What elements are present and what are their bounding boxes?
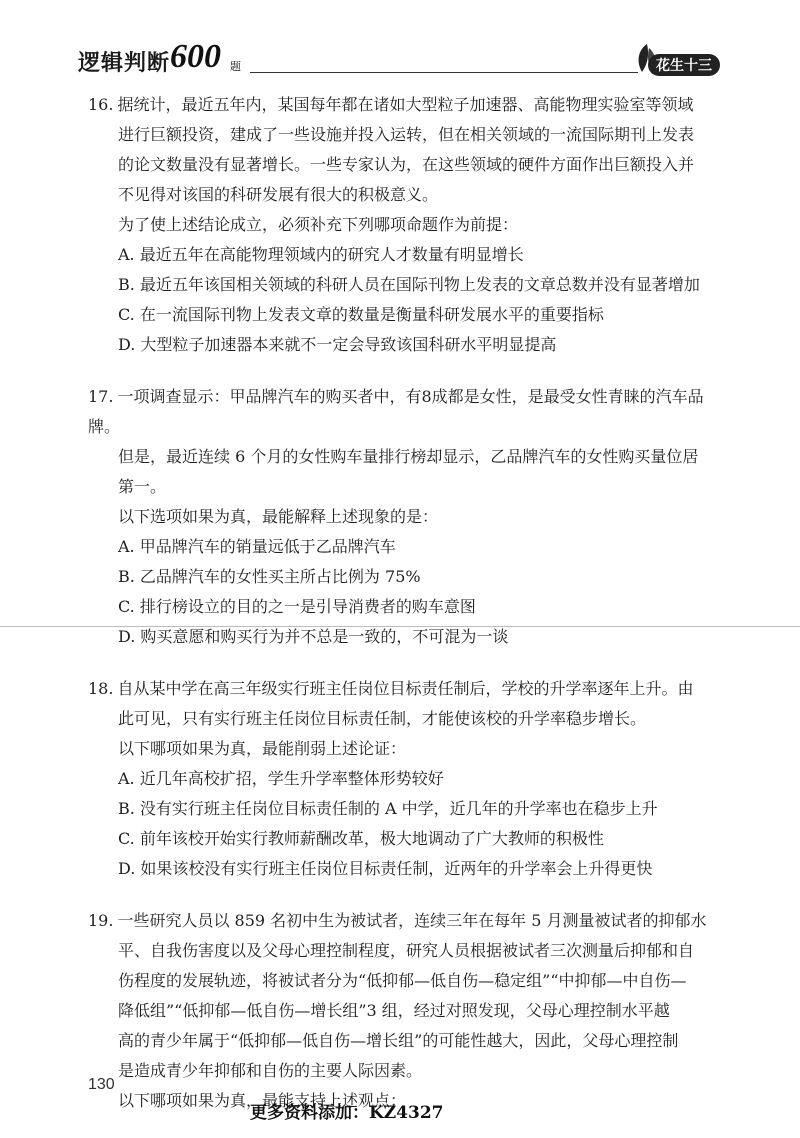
stem-line: 伤程度的发展轨迹，将被试者分为“低抑郁—低自伤—稳定组”“中抑郁—中自伤— bbox=[118, 971, 687, 990]
question-number: 16. bbox=[88, 95, 114, 114]
question-prompt: 以下哪项如果为真，最能支持上述观点： bbox=[118, 1091, 407, 1110]
stem-line: 不见得对该国的科研发展有很大的积极意义。 bbox=[118, 185, 439, 204]
question-prompt: 为了使上述结论成立，必须补充下列哪项命题作为前提： bbox=[118, 215, 519, 234]
question-stem bbox=[88, 906, 728, 936]
page-header bbox=[78, 40, 720, 84]
header-rule bbox=[250, 72, 638, 73]
stem-line: 据统计，最近五年内，某国每年都在诸如大型粒子加速器、高能物理实验室等领域 bbox=[117, 95, 694, 114]
option-b: B. 最近五年该国相关领域的科研人员在国际刊物上发表的文章总数并没有显著增加 bbox=[118, 275, 700, 294]
option-c: C. 排行榜设立的目的之一是引导消费者的购车意图 bbox=[118, 597, 476, 616]
question-18 bbox=[88, 674, 728, 884]
question-prompt: 以下选项如果为真，最能解释上述现象的是： bbox=[118, 507, 439, 526]
question-number: 18. bbox=[88, 679, 114, 698]
question-stem bbox=[88, 90, 728, 120]
question-prompt: 以下哪项如果为真，最能削弱上述论证： bbox=[118, 739, 407, 758]
brand-label: 花生十三 bbox=[648, 54, 720, 76]
option-b: B. 乙品牌汽车的女性买主所占比例为 75% bbox=[118, 567, 421, 586]
question-19 bbox=[88, 906, 728, 1116]
stem-line: 自从某中学在高三年级实行班主任岗位目标责任制后，学校的升学率逐年上升。由 bbox=[117, 679, 694, 698]
question-number: 17. bbox=[88, 387, 114, 406]
option-d: D. 大型粒子加速器本来就不一定会导致该国科研水平明显提高 bbox=[118, 335, 557, 354]
question-stem bbox=[88, 674, 728, 704]
stem-line: 进行巨额投资，建成了一些设施并投入运转，但在相关领域的一流国际期刊上发表 bbox=[118, 125, 695, 144]
question-list bbox=[88, 90, 728, 1138]
question-16 bbox=[88, 90, 728, 360]
option-c: C. 在一流国际刊物上发表文章的数量是衡量科研发展水平的重要指标 bbox=[118, 305, 604, 324]
option-a: A. 近几年高校扩招，学生升学率整体形势较好 bbox=[118, 769, 444, 788]
question-17 bbox=[88, 382, 728, 652]
book-title-number: 600 bbox=[170, 38, 221, 75]
book-title-suffix: 题 bbox=[230, 60, 241, 73]
option-b: B. 没有实行班主任岗位目标责任制的 A 中学，近几年的升学率也在稳步上升 bbox=[118, 799, 658, 818]
stem-line: 第一。 bbox=[118, 477, 167, 496]
option-d: D. 如果该校没有实行班主任岗位目标责任制，近两年的升学率会上升得更快 bbox=[118, 859, 653, 878]
stem-line: 一些研究人员以 859 名初中生为被试者，连续三年在每年 5 月测量被试者的抑郁水 bbox=[117, 911, 707, 930]
stem-line: 但是，最近连续 6 个月的女性购车量排行榜却显示，乙品牌汽车的女性购买量位居 bbox=[118, 447, 699, 466]
option-c: C. 前年该校开始实行教师薪酬改革，极大地调动了广大教师的积极性 bbox=[118, 829, 604, 848]
stem-line: 的论文数量没有显著增长。一些专家认为，在这些领域的硬件方面作出巨额投入并 bbox=[118, 155, 695, 174]
question-stem bbox=[88, 382, 728, 442]
stem-line: 降低组”“低抑郁—低自伤—增长组”3 组，经过对照发现，父母心理控制水平越 bbox=[118, 1001, 670, 1020]
page-number: 130 bbox=[88, 1076, 115, 1093]
stem-line: 是造成青少年抑郁和自伤的主要人际因素。 bbox=[118, 1061, 423, 1080]
stem-line: 一项调查显示：甲品牌汽车的购买者中，有8成都是女性，是最受女性青睐的汽车品牌。 bbox=[88, 387, 704, 436]
option-d: D. 购买意愿和购买行为并不总是一致的，不可混为一谈 bbox=[118, 627, 509, 646]
stem-line: 高的青少年属于“低抑郁—低自伤—增长组”的可能性越大，因此，父母心理控制 bbox=[118, 1031, 679, 1050]
book-title: 逻辑判断 bbox=[78, 51, 171, 76]
brand-badge bbox=[634, 42, 720, 76]
footer-note: 更多资料添加：KZ4327 bbox=[250, 1103, 444, 1123]
question-number: 19. bbox=[88, 911, 114, 930]
stem-line: 平、自我伤害度以及父母心理控制程度，研究人员根据被试者三次测量后抑郁和自 bbox=[118, 941, 695, 960]
stem-line: 此可见，只有实行班主任岗位目标责任制，才能使该校的升学率稳步增长。 bbox=[118, 709, 647, 728]
option-a: A. 最近五年在高能物理领域内的研究人才数量有明显增长 bbox=[118, 245, 524, 264]
option-a: A. 甲品牌汽车的销量远低于乙品牌汽车 bbox=[118, 537, 396, 556]
